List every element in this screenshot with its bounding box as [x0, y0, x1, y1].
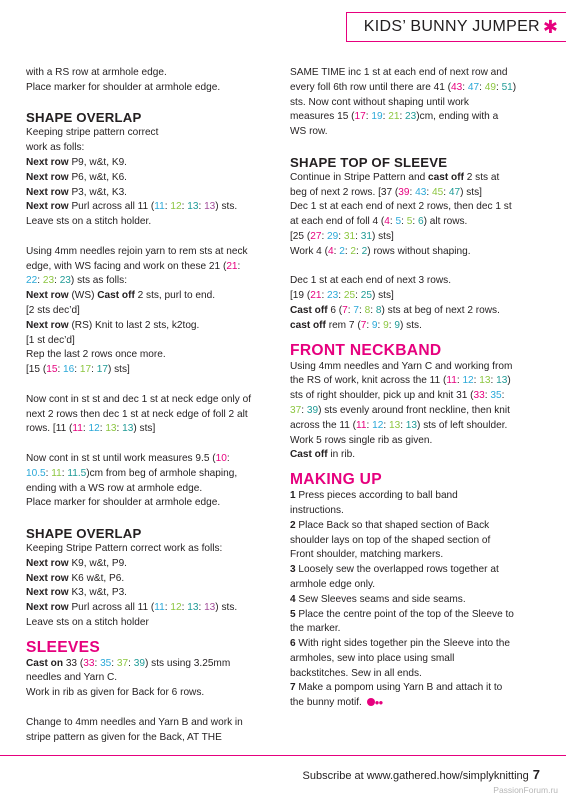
- text-line: Using 4mm needles and Yarn C and working from: [290, 360, 513, 372]
- text-span: 12: [88, 423, 100, 435]
- text-span: Work 4 (: [290, 245, 328, 257]
- text-line: shoulder lays on top of the shaped section of: [290, 534, 491, 546]
- text-span: ) sts]: [371, 230, 394, 242]
- text-line: with a RS row at armhole edge.: [26, 67, 167, 78]
- text-line: [1 st dec’d]: [26, 334, 75, 346]
- text-span: ) sts as folls:: [70, 275, 128, 287]
- bold-label: Next row: [26, 201, 69, 213]
- bold-label: Next row: [26, 587, 69, 599]
- text-span: 9: [371, 319, 378, 331]
- bold-label: Next row: [26, 602, 69, 614]
- text-span: 23: [42, 275, 55, 287]
- text-line: 10.5: 11: 11.5)cm from beg of armhole shaping,: [26, 467, 238, 479]
- bold-label: Cast on: [26, 657, 64, 669]
- text-span: ) sts of left shoulder.: [417, 419, 508, 431]
- text-line: 22: 23: 23) sts as folls:: [26, 275, 128, 287]
- text-span: 17: [96, 364, 108, 376]
- text-span: 33: [83, 657, 95, 669]
- text-span: 13: [187, 602, 199, 614]
- text-span: Place Back so that shaped section of Back: [295, 519, 490, 531]
- subscribe-link[interactable]: Subscribe at www.gathered.how/simplyknitting: [302, 770, 529, 782]
- bold-label: Next row: [26, 156, 69, 168]
- text-line: Now cont in st st and dec 1 st at neck edge only of: [26, 393, 251, 405]
- text-span: 11: [51, 467, 62, 479]
- text-line: at each end of foll 4 (4: 5: 5: 6) alt rows.: [290, 216, 468, 228]
- text-span: 11: [154, 201, 165, 213]
- text-span: 43: [415, 186, 427, 198]
- end-mark-icon: ●●: [374, 698, 383, 708]
- text-span: P3, w&t, K3.: [68, 186, 127, 198]
- text-span: 12: [170, 201, 182, 213]
- text-span: 12: [372, 419, 384, 431]
- text-span: measures 15 (: [290, 111, 355, 123]
- text-span: the RS of work, knit across the 11 (: [290, 375, 447, 387]
- step-item: [290, 519, 548, 534]
- text-line: Work in rib as given for Back for 6 rows.: [26, 687, 205, 699]
- pattern-title: KIDS’ BUNNY JUMPER: [363, 18, 540, 35]
- text-span: 11: [446, 375, 457, 387]
- text-span: 21: [226, 260, 238, 272]
- pompom-icon: [367, 698, 375, 706]
- text-span: 39: [133, 657, 145, 669]
- instruction-row: [26, 586, 276, 601]
- bold-label: 4: [290, 593, 296, 605]
- text-span: 31: [360, 230, 372, 242]
- bold-label: 6: [290, 638, 296, 650]
- text-span: 13: [479, 375, 491, 387]
- text-span: 15: [46, 364, 58, 376]
- text-line: armhole edge only.: [290, 578, 376, 590]
- text-span: 11: [356, 419, 367, 431]
- section-heading: SHAPE OVERLAP: [26, 525, 142, 541]
- text-span: 47: [467, 81, 480, 93]
- text-span: K3, w&t, P3.: [68, 587, 127, 599]
- step-item: [290, 593, 548, 608]
- instruction-row: [26, 186, 276, 201]
- text-span: 35: [100, 657, 112, 669]
- text-span: 13: [405, 419, 418, 431]
- text-span: 51: [501, 81, 513, 93]
- text-span: 7: [353, 304, 360, 316]
- text-span: 33: [473, 390, 485, 402]
- text-line: Keeping Stripe Pattern correct work as folls:: [26, 542, 223, 554]
- section-heading: FRONT NECKBAND: [290, 341, 442, 359]
- text-span: 8: [364, 304, 371, 316]
- text-span: 27: [310, 230, 322, 242]
- text-line: rows. [11 (11: 12: 13: 13) sts]: [26, 423, 156, 435]
- text-line: Place marker for shoulder at armhole edge.: [26, 81, 221, 93]
- bold-label: Next row: [26, 319, 69, 331]
- magazine-header: [346, 12, 566, 42]
- text-span: sts of right shoulder, pick up and knit 31 (: [290, 390, 474, 402]
- text-span: edge, with WS facing and work on these 21 (: [26, 260, 227, 272]
- text-span: 25: [360, 290, 372, 302]
- text-span: 37: [116, 657, 129, 669]
- text-line: Leave sts on a stitch holder: [26, 616, 149, 628]
- text-span: beg of next 2 rows. [37 (: [290, 186, 399, 198]
- instruction-row: Next row Purl across all 11 (11: 12: 13: 13) sts.: [26, 201, 238, 213]
- bold-label: Next row: [26, 557, 69, 569]
- text-span: [15 (: [26, 364, 47, 376]
- page-number: 7: [532, 767, 540, 782]
- text-span: Place the centre point of the top of the Sleeve to: [295, 608, 514, 620]
- text-line: every foll 6th row until there are 41 (43: 47: 49: 51): [290, 81, 517, 93]
- text-line: [19 (21: 23: 25: 25) sts]: [290, 290, 394, 302]
- text-span: 7: [342, 304, 348, 316]
- section-heading: SHAPE OVERLAP: [26, 110, 142, 126]
- text-span: 21: [310, 290, 322, 302]
- text-span: 2: [350, 245, 357, 257]
- instruction-row: cast off rem 7 (7: 9: 9: 9) sts.: [290, 319, 422, 331]
- asterisk-icon: ✱: [542, 17, 558, 37]
- text-span: 21: [388, 111, 400, 123]
- text-span: 9: [383, 319, 389, 331]
- text-span: Purl across all 11 (: [68, 201, 155, 213]
- text-span: 9: [394, 319, 401, 331]
- text-span: 2: [339, 245, 345, 257]
- instruction-row: Cast on 33 (33: 35: 37: 39) sts using 3.25mm: [26, 657, 231, 669]
- bold-label: Cast off: [290, 304, 328, 316]
- text-span: 7: [360, 319, 367, 331]
- text-line: Rep the last 2 rows once more.: [26, 349, 166, 361]
- bold-label: Next row: [26, 171, 69, 183]
- text-span: 2 sts at: [463, 171, 500, 183]
- text-line: backstitches. Sew in all ends.: [290, 667, 422, 679]
- step-item: [290, 489, 548, 504]
- text-span: 13: [388, 419, 401, 431]
- text-line: armholes, sew into place using small: [290, 652, 455, 664]
- text-span: in rib.: [327, 449, 356, 461]
- text-span: rows. [11 (: [26, 423, 73, 435]
- text-span: 22: [26, 275, 38, 287]
- step-item: [290, 608, 548, 623]
- text-line: next 2 rows then dec 1 st at neck edge of foll 2 alt: [26, 408, 248, 420]
- bold-label: Next row: [26, 572, 69, 584]
- section-heading: SLEEVES: [26, 638, 101, 656]
- bold-label: cast off: [428, 171, 464, 183]
- text-span: 31: [343, 230, 356, 242]
- instruction-row: [290, 448, 548, 463]
- text-span: Sew Sleeves seams and side seams.: [295, 593, 466, 605]
- text-span: ): [512, 81, 517, 93]
- text-line: the marker.: [290, 623, 341, 635]
- bold-label: Cast off: [97, 290, 135, 302]
- text-line: Front shoulder, matching markers.: [290, 549, 444, 561]
- section-heading: MAKING UP: [290, 471, 382, 489]
- footer-divider: [0, 755, 566, 756]
- text-line: sts of right shoulder, pick up and knit 31 (33: 35:: [290, 390, 505, 402]
- instruction-row: [26, 557, 276, 572]
- text-span: 8: [375, 304, 382, 316]
- text-span: 39: [398, 186, 410, 198]
- text-line: ending with a WS row at armhole edge.: [26, 482, 203, 494]
- text-span: ) sts]: [371, 290, 394, 302]
- text-span: 23: [405, 111, 417, 123]
- instruction-row: Cast off 6 (7: 7: 8: 8) sts at beg of next 2 rows.: [290, 304, 500, 316]
- text-span: 17: [354, 111, 366, 123]
- instruction-row: [26, 572, 276, 587]
- text-span: at each end of foll 4 (: [290, 216, 385, 228]
- text-line: Leave sts on a stitch holder.: [26, 216, 152, 228]
- text-line: Work 4 (4: 2: 2: 2) rows without shaping.: [290, 245, 471, 257]
- instruction-row: [26, 319, 276, 334]
- text-line: 37: 39) sts evenly around front neckline, then knit: [290, 404, 510, 416]
- text-span: ) sts using 3.25mm: [144, 657, 231, 669]
- instruction-row: Next row Purl across all 11 (11: 12: 13: 13) sts.: [26, 602, 238, 614]
- text-line: [2 sts dec’d]: [26, 304, 80, 316]
- text-span: 5: [395, 216, 402, 228]
- text-span: Loosely sew the overlapped rows together at: [295, 564, 499, 576]
- text-span: Make a pompom using Yarn B and attach it to: [295, 682, 503, 694]
- text-span: 11: [72, 423, 83, 435]
- text-span: Press pieces according to ball band: [295, 490, 458, 502]
- text-span: ) sts evenly around front neckline, then knit: [318, 404, 510, 416]
- text-span: )cm from beg of armhole shaping,: [86, 467, 238, 479]
- step-item: [290, 637, 548, 652]
- text-span: Now cont in st st until work measures 9.5 (: [26, 452, 216, 464]
- text-line: [25 (27: 29: 31: 31) sts]: [290, 230, 394, 242]
- text-line: Now cont in st st until work measures 9.5 (10:: [26, 452, 230, 464]
- text-line: instructions.: [290, 504, 344, 516]
- text-line: Dec 1 st at each end of next 3 rows.: [290, 275, 452, 287]
- text-span: 10: [215, 452, 227, 464]
- bold-label: 7: [290, 682, 296, 694]
- text-span: ) sts.: [400, 319, 422, 331]
- bold-label: 3: [290, 564, 296, 576]
- text-span: 33 (: [63, 657, 84, 669]
- text-line: [290, 171, 548, 186]
- bold-label: 5: [290, 608, 296, 620]
- text-span: K9, w&t, P9.: [68, 557, 127, 569]
- text-line: beg of next 2 rows. [37 (39: 43: 45: 47) sts]: [290, 186, 482, 198]
- text-span: 6 (: [327, 304, 343, 316]
- instruction-row: [26, 171, 276, 186]
- text-line: sts. Now cont without shaping until work: [290, 96, 469, 108]
- step-item: [290, 563, 548, 578]
- text-span: 25: [343, 290, 356, 302]
- text-span: (WS): [68, 290, 98, 302]
- text-span: 35: [490, 390, 502, 402]
- text-span: 17: [79, 364, 92, 376]
- bold-label: 1: [290, 490, 296, 502]
- text-span: 2: [361, 245, 368, 257]
- text-line: measures 15 (17: 19: 21: 23)cm, ending with a: [290, 111, 499, 123]
- text-span: [25 (: [290, 230, 311, 242]
- text-line: [15 (15: 16: 17: 17) sts]: [26, 364, 130, 376]
- text-line: work as folls:: [26, 142, 85, 154]
- text-line: edge, with WS facing and work on these 21 (21:: [26, 260, 241, 272]
- footer: [303, 767, 540, 782]
- text-span: 13: [204, 602, 216, 614]
- text-span: 11.5: [67, 467, 87, 479]
- text-line: Work 5 rows single rib as given.: [290, 434, 433, 446]
- bold-label: 2: [290, 519, 296, 531]
- text-span: 13: [204, 201, 216, 213]
- text-span: ) sts.: [215, 602, 238, 614]
- text-span: 23: [59, 275, 71, 287]
- text-line: needles and Yarn C.: [26, 672, 118, 684]
- text-span: 29: [327, 230, 339, 242]
- text-span: 37: [290, 404, 302, 416]
- text-span: 13: [122, 423, 134, 435]
- text-span: across the 11 (: [290, 419, 357, 431]
- text-span: 2 sts, purl to end.: [134, 290, 216, 302]
- text-span: 16: [63, 364, 75, 376]
- text-span: 13: [105, 423, 117, 435]
- text-span: 6: [417, 216, 424, 228]
- text-span: )cm, ending with a: [416, 111, 499, 123]
- text-span: 10.5: [26, 467, 46, 479]
- text-span: 39: [306, 404, 319, 416]
- text-span: Continue in Stripe Pattern and: [290, 171, 429, 183]
- text-line: Place marker for shoulder at armhole edge.: [26, 497, 221, 509]
- text-span: every foll 6th row until there are 41 (: [290, 81, 452, 93]
- text-line: Dec 1 st at each end of next 2 rows, then dec 1 st: [290, 201, 512, 213]
- text-span: ) sts]: [460, 186, 482, 198]
- text-span: 13: [496, 375, 508, 387]
- text-span: ) rows without shaping.: [367, 245, 471, 257]
- text-span: 19: [371, 111, 383, 123]
- text-span: P9, w&t, K9.: [68, 156, 127, 168]
- text-span: ) sts at beg of next 2 rows.: [381, 304, 500, 316]
- text-span: K6 w&t, P6.: [68, 572, 125, 584]
- instruction-row: [26, 289, 276, 304]
- watermark: PassionForum.ru: [493, 785, 558, 795]
- text-line: [290, 696, 548, 711]
- text-span: 4: [384, 216, 390, 228]
- bold-label: Next row: [26, 290, 69, 302]
- text-span: rem 7 (: [325, 319, 361, 331]
- text-span: [19 (: [290, 290, 311, 302]
- text-line: Change to 4mm needles and Yarn B and work in: [26, 716, 243, 728]
- text-span: 45: [431, 186, 444, 198]
- text-line: WS row.: [290, 126, 328, 138]
- text-span: 12: [462, 375, 474, 387]
- text-span: ): [507, 375, 511, 387]
- text-span: 49: [484, 81, 496, 93]
- text-span: ) sts]: [133, 423, 156, 435]
- text-span: ) sts]: [107, 364, 130, 376]
- bold-label: Next row: [26, 186, 69, 198]
- text-span: 11: [154, 602, 165, 614]
- text-span: 43: [451, 81, 463, 93]
- text-span: 13: [187, 201, 199, 213]
- bold-label: Cast off: [290, 449, 328, 461]
- instruction-row: [26, 156, 276, 171]
- step-item: [290, 681, 548, 696]
- text-span: With right sides together pin the Sleeve into the: [295, 638, 510, 650]
- text-span: 23: [327, 290, 339, 302]
- text-span: ) sts.: [215, 201, 238, 213]
- text-line: Keeping stripe pattern correct: [26, 127, 159, 139]
- text-line: SAME TIME inc 1 st at each end of next row and: [290, 67, 508, 78]
- text-span: the bunny motif.: [290, 697, 362, 709]
- section-heading: SHAPE TOP OF SLEEVE: [290, 154, 448, 170]
- text-span: 4: [327, 245, 334, 257]
- left-column: [26, 66, 276, 745]
- text-span: P6, w&t, K6.: [68, 171, 127, 183]
- text-span: ) alt rows.: [423, 216, 468, 228]
- text-span: 12: [170, 602, 182, 614]
- text-span: Purl across all 11 (: [68, 602, 155, 614]
- text-line: Using 4mm needles rejoin yarn to rem sts at neck: [26, 245, 248, 257]
- text-span: (RS) Knit to last 2 sts, k2tog.: [68, 319, 200, 331]
- text-line: the RS of work, knit across the 11 (11: 12: 13: 13): [290, 375, 511, 387]
- bold-label: cast off: [290, 319, 326, 331]
- right-column: [290, 66, 548, 711]
- text-span: 5: [406, 216, 413, 228]
- text-line: stripe pattern as given for the Back, AT THE: [26, 731, 222, 743]
- text-line: across the 11 (11: 12: 13: 13) sts of left shoulder.: [290, 419, 508, 431]
- text-span: 47: [448, 186, 461, 198]
